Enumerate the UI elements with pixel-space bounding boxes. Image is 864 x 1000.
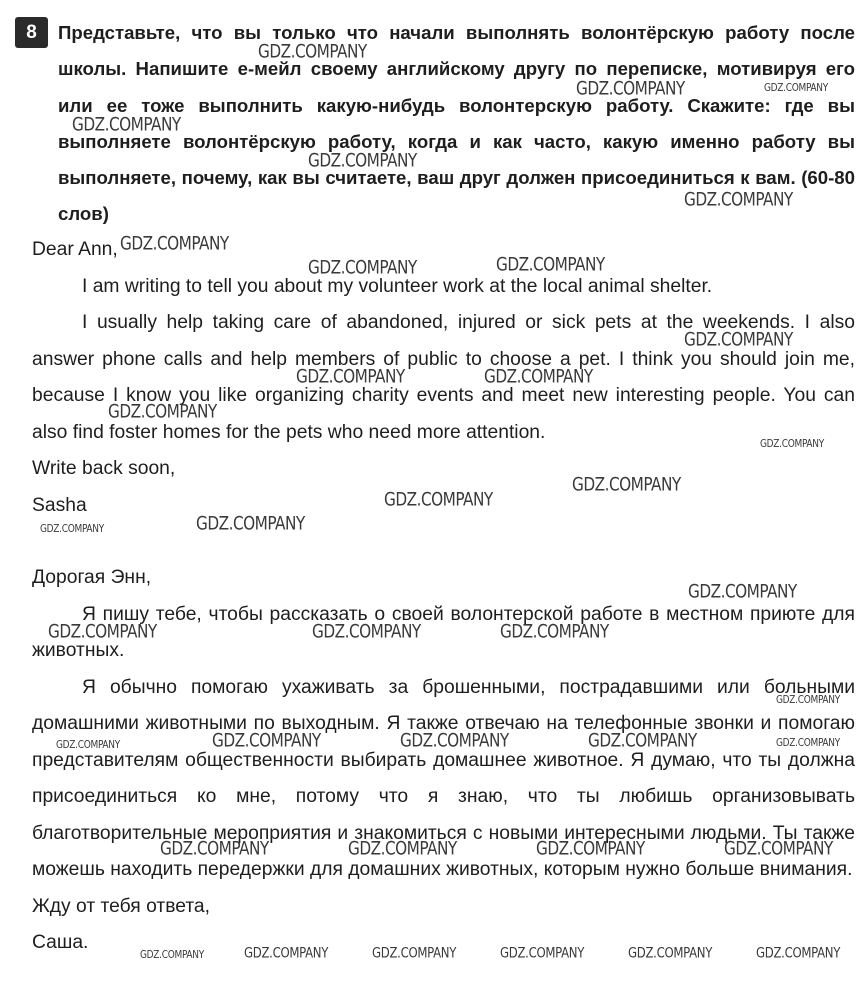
watermark: GDZ.COMPANY xyxy=(196,513,305,535)
watermark: GDZ.COMPANY xyxy=(760,438,824,451)
watermark: GDZ.COMPANY xyxy=(48,621,157,643)
watermark: GDZ.COMPANY xyxy=(500,621,609,643)
watermark: GDZ.COMPANY xyxy=(384,489,493,511)
watermark: GDZ.COMPANY xyxy=(258,41,367,63)
letter-ru-paragraph-2: Я обычно помогаю ухаживать за брошенными, пострадавшими или больными домашними животными по выходным. Я также отвечаю на телефонные звонки и помогаю представителям общественности выбирать домашнее животное. Я думаю, что ты должна присоединиться ко мне, потому что я знаю, что ты любишь организовывать благотворительные мероприятия и знакомиться с новыми интересными людьми. Ты также можешь находить передержки для домашних животных, которым нужно больше внимания. xyxy=(32,676,855,880)
watermark: GDZ.COMPANY xyxy=(308,150,417,172)
letter-en-signature: Sasha xyxy=(32,494,87,516)
watermark: GDZ.COMPANY xyxy=(764,82,828,95)
watermark: GDZ.COMPANY xyxy=(688,581,797,603)
watermark: GDZ.COMPANY xyxy=(400,730,509,752)
watermark: GDZ.COMPANY xyxy=(756,945,841,962)
watermark: GDZ.COMPANY xyxy=(724,838,833,860)
watermark: GDZ.COMPANY xyxy=(72,114,181,136)
watermark: GDZ.COMPANY xyxy=(160,838,269,860)
watermark: GDZ.COMPANY xyxy=(308,257,417,279)
watermark: GDZ.COMPANY xyxy=(348,838,457,860)
watermark: GDZ.COMPANY xyxy=(120,233,229,255)
watermark: GDZ.COMPANY xyxy=(244,945,329,962)
letter-en-closing: Write back soon, xyxy=(32,458,176,479)
watermark: GDZ.COMPANY xyxy=(140,949,204,962)
letter-ru-signature: Саша. xyxy=(32,932,89,953)
task-number-badge: 8 xyxy=(15,17,48,48)
watermark: GDZ.COMPANY xyxy=(212,730,321,752)
watermark: GDZ.COMPANY xyxy=(576,78,685,100)
watermark: GDZ.COMPANY xyxy=(312,621,421,643)
watermark: GDZ.COMPANY xyxy=(628,945,713,962)
letter-ru-greeting: Дорогая Энн, xyxy=(32,567,152,588)
task-instructions: Представьте, что вы только что начали выполнять волонтёрскую работу после школы. Напишите е-мейл своему английскому другу по переписке, мотивируя его или ее тоже выполнить какую-нибудь волонтерскую работу. Скажите: где вы выполняете волонтёрскую работу, когда и как часто, какую именно работу вы выполняете, почему, как вы считаете, ваш друг должен присоединиться к вам. (60-80 слов) xyxy=(58,22,855,225)
watermark: GDZ.COMPANY xyxy=(108,401,217,423)
watermark: GDZ.COMPANY xyxy=(500,945,585,962)
watermark: GDZ.COMPANY xyxy=(776,694,840,707)
watermark: GDZ.COMPANY xyxy=(40,523,104,536)
watermark: GDZ.COMPANY xyxy=(484,366,593,388)
letter-en-paragraph-2: I usually help taking care of abandoned, injured or sick pets at the weekends. I also answer phone calls and help members of public to choose a pet. I think you should join me, because I know you like organizing charity events and meet new interesting people. You can also find foster homes for the pets who need more attention. xyxy=(32,312,855,443)
watermark: GDZ.COMPANY xyxy=(572,474,681,496)
watermark: GDZ.COMPANY xyxy=(536,838,645,860)
letter-en-greeting: Dear Ann, xyxy=(32,239,118,260)
watermark: GDZ.COMPANY xyxy=(588,730,697,752)
watermark: GDZ.COMPANY xyxy=(684,329,793,351)
letter-ru-paragraph-1: Я пишу тебе, чтобы рассказать о своей волонтерской работе в местном приюте для животных. xyxy=(32,603,855,661)
letter-en-paragraph-1: I am writing to tell you about my volunteer work at the local animal shelter. xyxy=(82,275,713,297)
watermark: GDZ.COMPANY xyxy=(56,739,120,752)
watermark: GDZ.COMPANY xyxy=(296,366,405,388)
watermark: GDZ.COMPANY xyxy=(776,737,840,750)
letter-english xyxy=(32,232,855,524)
watermark: GDZ.COMPANY xyxy=(372,945,457,962)
watermark: GDZ.COMPANY xyxy=(496,254,605,276)
letter-ru-closing: Жду от тебя ответа, xyxy=(32,895,211,917)
watermark: GDZ.COMPANY xyxy=(684,189,793,211)
